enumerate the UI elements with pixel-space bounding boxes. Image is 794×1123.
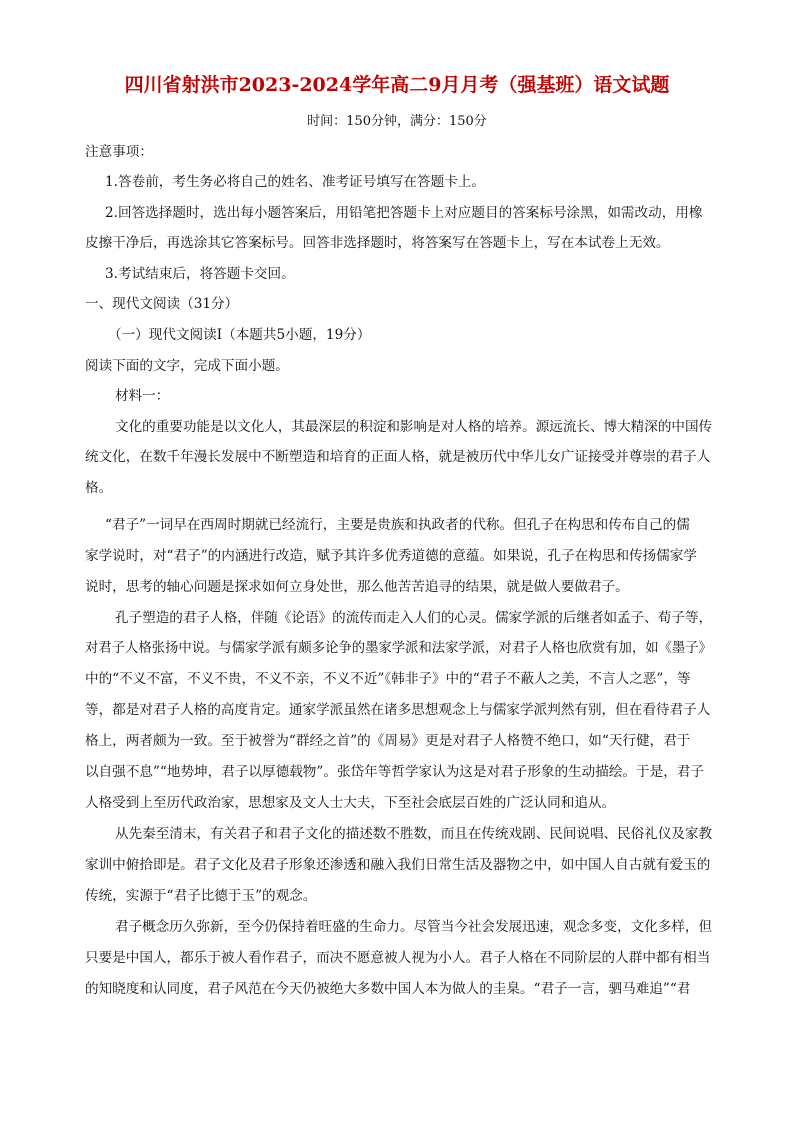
paragraph-1-line-1: 文化的重要功能是以文化人，其最深层的积淀和影响是对人格的培养。源远流长、博大精深的中国传 [115,419,713,435]
paragraph-5-line-1: 君子概念历久弥新，至今仍保持着旺盛的生命力。尽管当今社会发展迅速，观念多变，文化多样，但 [115,919,713,935]
notice-heading: 注意事项： [85,144,153,160]
paragraph-3-line-4: 等，都是对君子人格的高度肯定。通家学派虽然在诸多思想观念上与儒家学派判然有别，但在看待君子人 [85,702,711,718]
subsection-heading: （一）现代文阅读Ⅰ（本题共5小题，19分） [108,327,371,343]
paragraph-1-line-2: 统文化，在数千年漫长发展中不断塑造和培育的正面人格，就是被历代中华儿女广证接受并尊崇的君子人 [85,449,711,465]
page-title: 四川省射洪市2023-2024学年高二9月月考（强基班）语文试题 [124,74,670,96]
paragraph-1-line-3: 格。 [85,480,113,496]
material-label: 材料一： [115,388,170,404]
reading-instruction: 阅读下面的文字，完成下面小题。 [85,358,289,374]
paragraph-3-line-1: 孔子塑造的君子人格，伴随《论语》的流传而走入人们的心灵。儒家学派的后继者如孟子、荀子等， [115,610,713,626]
paragraph-4-line-2: 家训中俯拾即是。君子文化及君子形象还渗透和融入我们日常生活及器物之中，如中国人自古就有爱玉的 [85,857,711,873]
paragraph-4-line-1: 从先秦至清末，有关君子和君子文化的描述数不胜数，而且在传统戏剧、民间说唱、民俗礼仪及家教 [115,826,713,842]
exam-time-info: 时间：150分钟，满分：150分 [307,114,487,129]
paragraph-2-line-3: 说时，思考的轴心问题是探求如何立身处世，那么他苦苦追寻的结果，就是做人要做君子。 [85,579,629,595]
notice-item-1: 1.答卷前，考生务必将自己的姓名、准考证号填写在答题卡上。 [105,174,485,190]
paragraph-5-line-2: 只要是中国人，都乐于被人看作君子，而决不愿意被人视为小人。君子人格在不同阶层的人群中都有相当 [85,950,711,966]
paragraph-5-line-3: 的知晓度和认同度，君子风范在今天仍被绝大多数中国人本为做人的圭臬。“君子一言，驷马难追”“君 [85,981,691,997]
paragraph-3-line-3: 中的“不义不富，不义不贵，不义不亲，不义不近”《韩非子》中的“君子不蔽人之美，不言人之恶”，等 [85,671,691,687]
notice-item-2-line-2: 皮擦干净后，再选涂其它答案标号。回答非选择题时，将答案写在答题卡上，写在本试卷上无效。 [85,235,670,251]
notice-item-3: 3.考试结束后，将答题卡交回。 [105,266,295,282]
paragraph-3-line-6: 以自强不息”“地势坤，君子以厚德载物”。张岱年等哲学家认为这是对君子形象的生动描绘。于是，君子 [85,764,704,780]
paragraph-2-line-1: “君子”一词早在西周时期就已经流行，主要是贵族和执政者的代称。但孔子在构思和传布自己的儒 [105,517,690,533]
paragraph-3-line-7: 人格受到上至历代政治家，思想家及文人士大夫，下至社会底层百姓的广泛认同和追从。 [85,795,616,811]
notice-item-2-line-1: 2.回答选择题时，选出每小题答案后，用铅笔把答题卡上对应题目的答案标号涂黑，如需改动，用橡 [105,205,703,221]
section-heading: 一、现代文阅读（31分） [85,296,239,312]
paragraph-3-line-2: 对君子人格张扬中说。与儒家学派有颇多论争的墨家学派和法家学派，对君子人格也欣赏有加，如《墨子》 [85,640,712,656]
paragraph-2-line-2: 家学说时，对“君子”的内涵进行改造，赋予其许多优秀道德的意蕴。如果说，孔子在构思和传扬儒家学 [85,548,698,564]
paragraph-4-line-3: 传统，实源于“君子比德于玉”的观念。 [85,888,317,904]
paragraph-3-line-5: 格上，两者颇为一致。至于被誉为“群经之首”的《周易》更是对君子人格赞不绝口，如“天行健，君于 [85,733,691,749]
